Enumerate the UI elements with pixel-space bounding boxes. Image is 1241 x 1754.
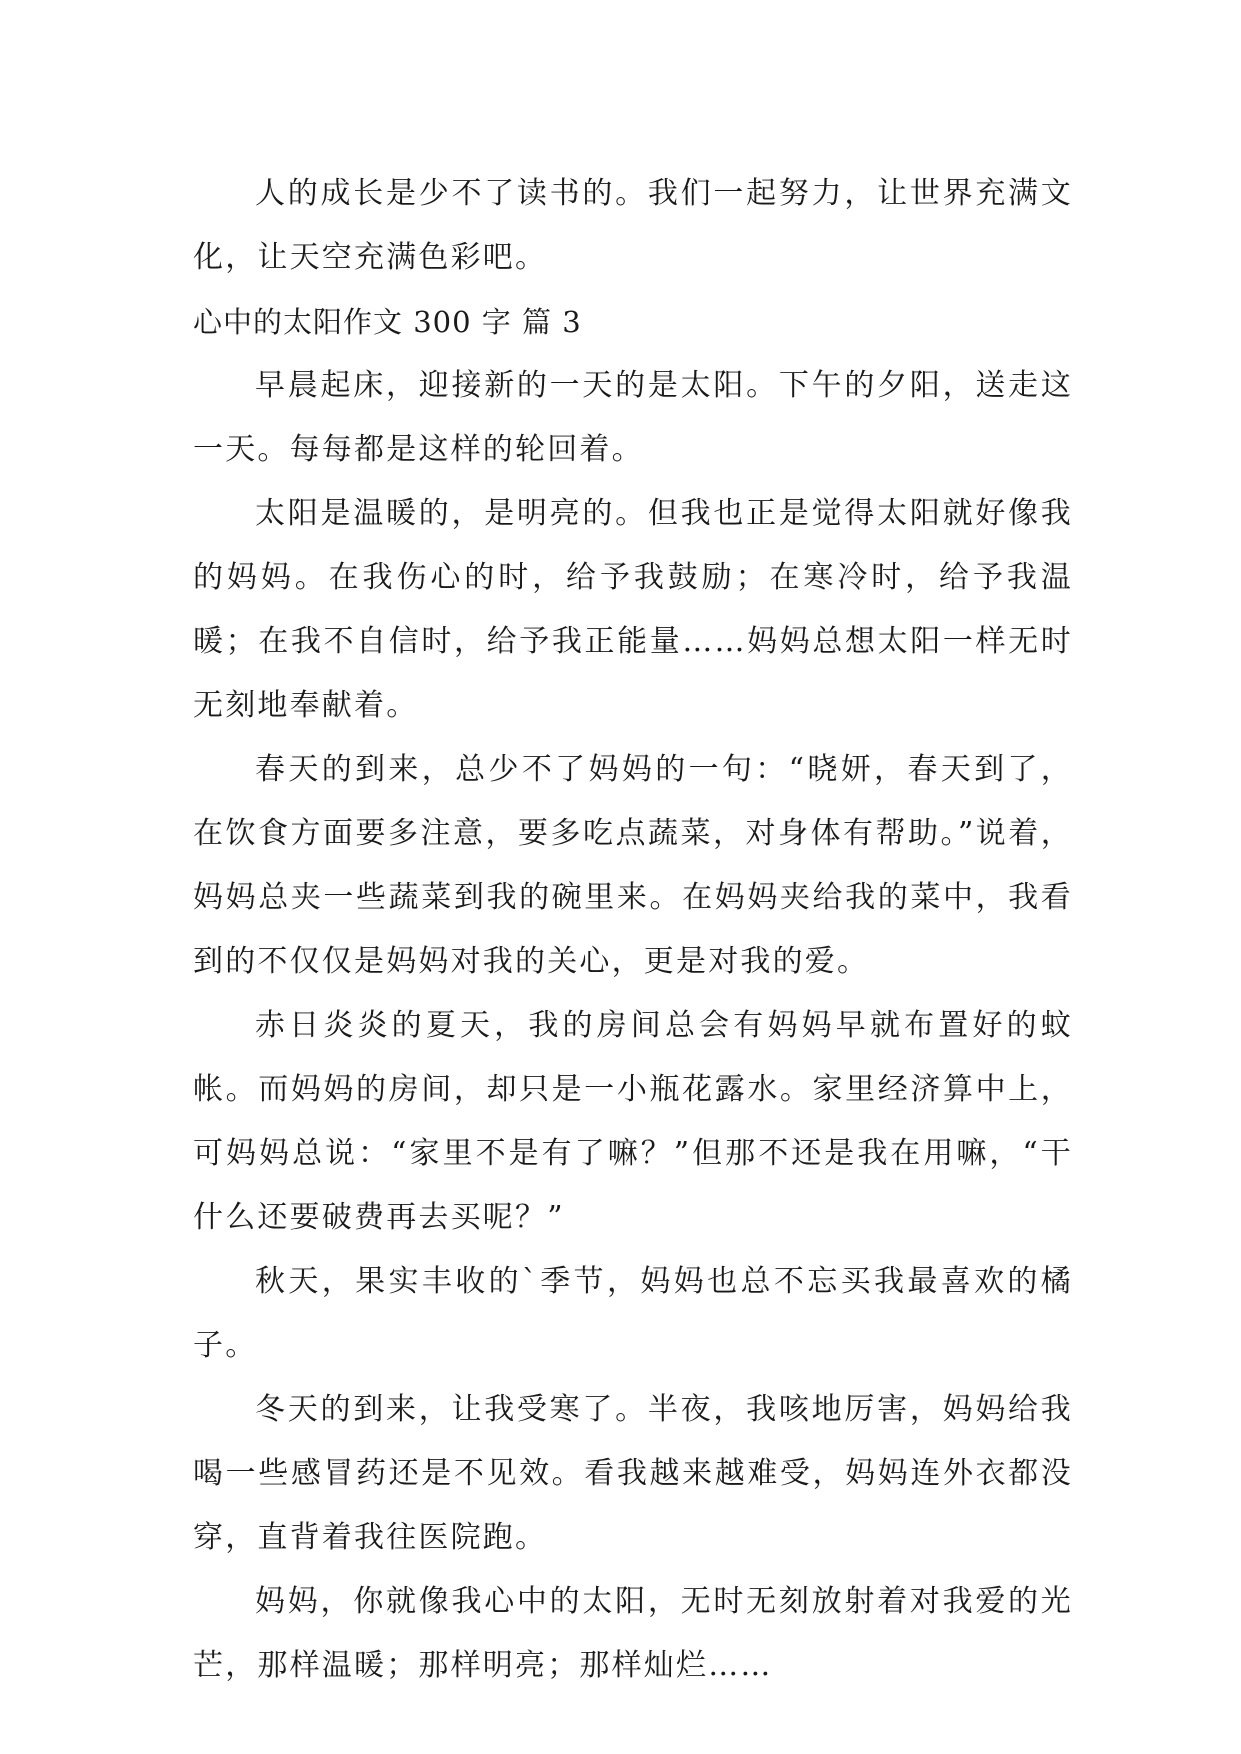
paragraph-sun-like-mother: 太阳是温暖的，是明亮的。但我也正是觉得太阳就好像我的妈妈。在我伤心的时，给予我鼓励；在寒冷时，给予我温暖；在我不自信时，给予我正能量……妈妈总想太阳一样无时无刻地奉献着。	[193, 496, 1073, 723]
document-page	[193, 162, 1073, 1698]
paragraph-autumn: 秋天，果实丰收的`季节，妈妈也总不忘买我最喜欢的橘子。	[193, 1264, 1073, 1363]
paragraph-conclusion: 妈妈，你就像我心中的太阳，无时无刻放射着对我爱的光芒，那样温暖；那样明亮；那样灿烂……	[193, 1584, 1073, 1683]
paragraph-summer: 赤日炎炎的夏天，我的房间总会有妈妈早就布置好的蚊帐。而妈妈的房间，却只是一小瓶花露水。家里经济算中上，可妈妈总说：“家里不是有了嘛？”但那不还是我在用嘛，“干什么还要破费再去买呢？”	[193, 1008, 1073, 1235]
paragraph-reading: 人的成长是少不了读书的。我们一起努力，让世界充满文化，让天空充满色彩吧。	[193, 176, 1073, 275]
paragraph-winter: 冬天的到来，让我受寒了。半夜，我咳地厉害，妈妈给我喝一些感冒药还是不见效。看我越来越难受，妈妈连外衣都没穿，直背着我往医院跑。	[193, 1392, 1073, 1555]
paragraph-spring: 春天的到来，总少不了妈妈的一句：“晓妍，春天到了，在饮食方面要多注意，要多吃点蔬菜，对身体有帮助。”说着，妈妈总夹一些蔬菜到我的碗里来。在妈妈夹给我的菜中，我看到的不仅仅是妈妈对我的关心，更是对我的爱。	[193, 752, 1073, 979]
section-heading: 心中的太阳作文 300 字 篇 3	[193, 305, 582, 339]
paragraph-morning: 早晨起床，迎接新的一天的是太阳。下午的夕阳，送走这一天。每每都是这样的轮回着。	[193, 368, 1073, 467]
